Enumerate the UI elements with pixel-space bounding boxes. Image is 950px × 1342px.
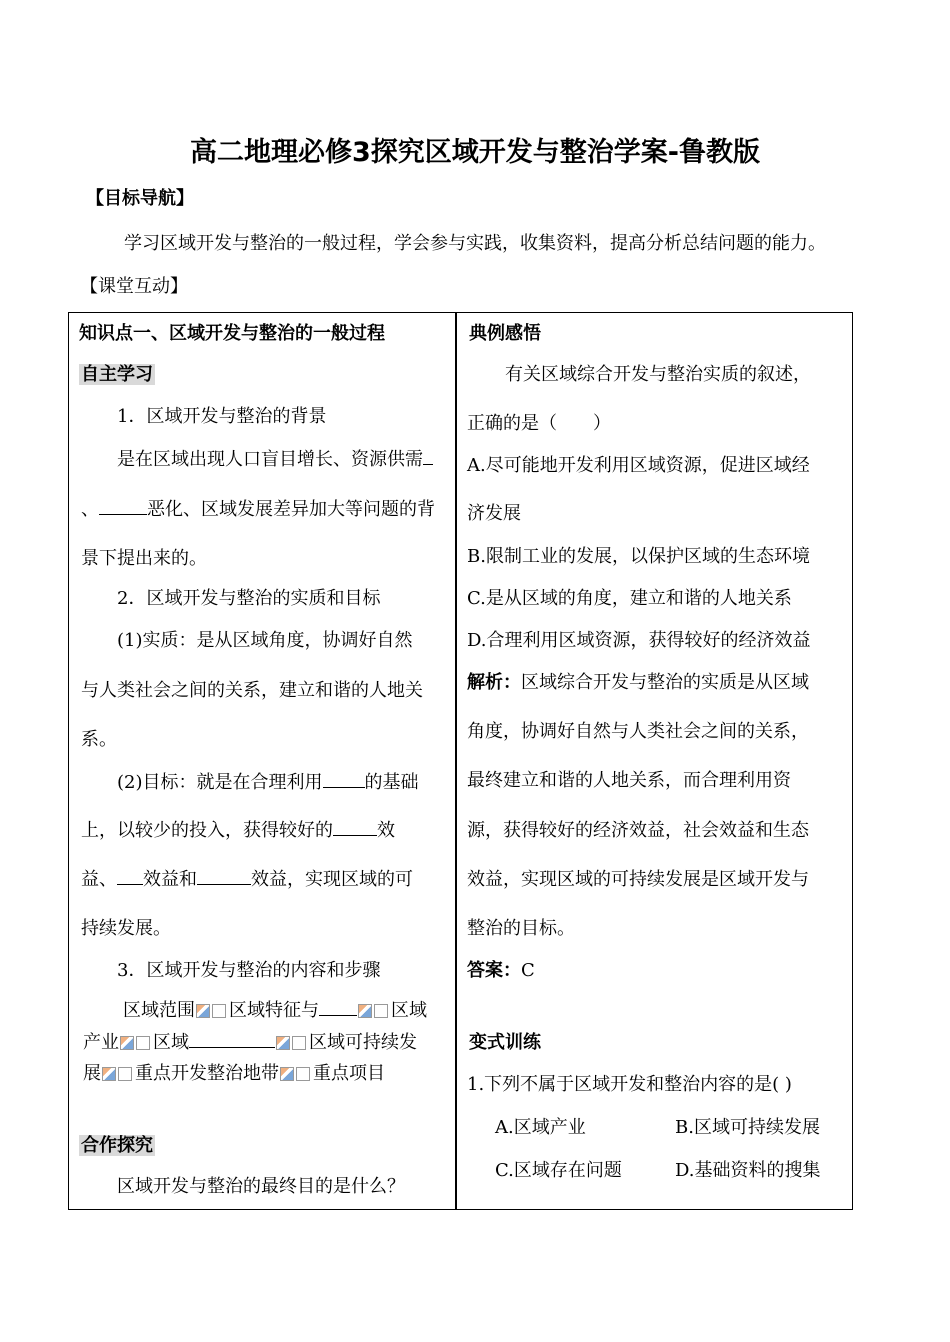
flow-arrow-icon (280, 1066, 312, 1082)
item2-2-line1: (2)目标：就是在合理利用 的基础 (117, 768, 419, 794)
item1-title: 1．区域开发与整治的背景 (117, 406, 327, 427)
flow-line3: 展 重点开发整治地带 重点项目 (83, 1063, 385, 1084)
flow-arrow-icon (196, 1003, 228, 1019)
variant-option-a: A.区域产业 (495, 1117, 586, 1138)
right-column (457, 313, 852, 1209)
flow-arrow-icon (358, 1003, 390, 1019)
flow-line2: 产业 区域 区域可持续发 (83, 1028, 417, 1054)
item1-line2: 、 恶化、区域发展差异加大等问题的背 (81, 495, 435, 521)
item2-2-line4: 持续发展。 (81, 918, 171, 939)
variant-option-d: D.基础资料的搜集 (675, 1160, 821, 1181)
knowledge-point-title: 知识点一、区域开发与整治的一般过程 (79, 323, 385, 344)
answer: 答案：C (467, 960, 535, 981)
variant-option-b: B.区域可持续发展 (675, 1117, 820, 1138)
question-line2: 正确的是（ ） (467, 413, 611, 434)
item1-line3: 景下提出来的。 (81, 548, 207, 569)
goal-text: 学习区域开发与整治的一般过程，学会参与实践，收集资料，提高分析总结问题的能力。 (124, 233, 826, 254)
variant-heading: 变式训练 (469, 1032, 541, 1053)
item3-title: 3．区域开发与整治的内容和步骤 (117, 960, 381, 981)
variant-option-c: C.区域存在问题 (495, 1160, 622, 1181)
self-study-heading: 自主学习 (81, 364, 153, 385)
coop-question: 区域开发与整治的最终目的是什么？ (117, 1176, 405, 1197)
classroom-heading: 【课堂互动】 (80, 276, 188, 297)
analysis-line1: 解析：区域综合开发与整治的实质是从区域 (467, 672, 809, 693)
item1-line1: 是在区域出现人口盲目增长、资源供需 (117, 445, 433, 471)
item2-2-line3: 益、 效益和 效益，实现区域的可 (81, 865, 413, 891)
flow-line1: 区域范围 区域特征与 区域 (123, 996, 427, 1022)
analysis-line4: 源，获得较好的经济效益，社会效益和生态 (467, 820, 809, 841)
analysis-line6: 整治的目标。 (467, 918, 575, 939)
item2-1-line2: 与人类社会之间的关系，建立和谐的人地关 (81, 680, 423, 701)
analysis-line3: 最终建立和谐的人地关系，而合理利用资 (467, 770, 791, 791)
item2-2-line2: 上，以较少的投入，获得较好的 效 (81, 816, 395, 842)
option-a-line2: 济发展 (467, 503, 521, 524)
coop-heading: 合作探究 (81, 1135, 153, 1156)
option-b: B.限制工业的发展，以保护区域的生态环境 (467, 546, 810, 567)
left-column (69, 313, 455, 1209)
item2-title: 2．区域开发与整治的实质和目标 (117, 588, 381, 609)
goal-heading: 【目标导航】 (86, 188, 194, 209)
example-heading: 典例感悟 (469, 323, 541, 344)
flow-arrow-icon (120, 1035, 152, 1051)
option-d: D.合理利用区域资源，获得较好的经济效益 (467, 630, 811, 651)
option-c: C.是从区域的角度，建立和谐的人地关系 (467, 588, 792, 609)
analysis-line2: 角度，协调好自然与人类社会之间的关系， (467, 721, 809, 742)
page-title: 高二地理必修3探究区域开发与整治学案-鲁教版 (190, 137, 760, 168)
variant-question: 1.下列不属于区域开发和整治内容的是( ) (467, 1074, 792, 1095)
content-table (68, 312, 853, 1210)
question-line1: 有关区域综合开发与整治实质的叙述， (505, 364, 811, 385)
item2-1-line1: (1)实质：是从区域角度，协调好自然 (117, 630, 413, 651)
item2-1-line3: 系。 (81, 729, 117, 750)
flow-arrow-icon (102, 1066, 134, 1082)
option-a-line1: A.尽可能地开发利用区域资源，促进区域经 (467, 455, 810, 476)
flow-arrow-icon (276, 1035, 308, 1051)
analysis-line5: 效益，实现区域的可持续发展是区域开发与 (467, 869, 809, 890)
